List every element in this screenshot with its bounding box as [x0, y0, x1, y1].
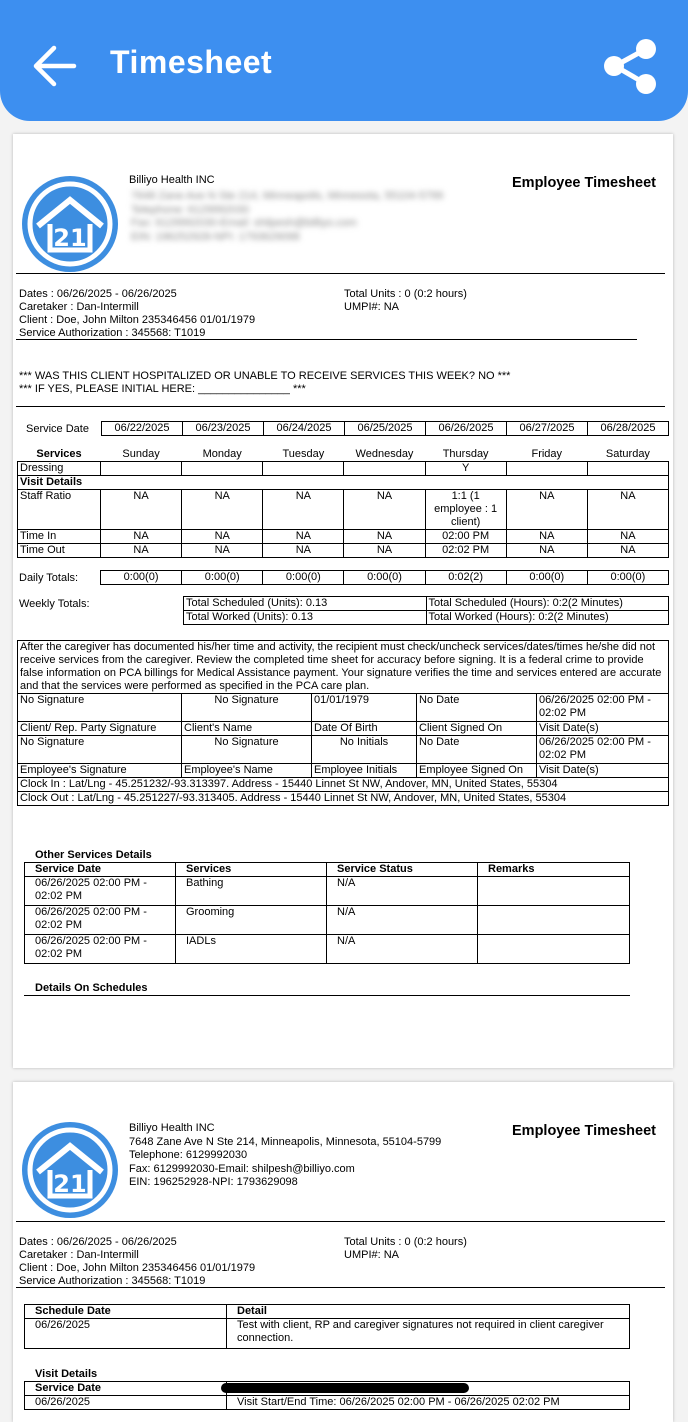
daily-total-cell: 0:00(0) [263, 571, 344, 585]
daily-total-cell: 0:00(0) [506, 571, 587, 585]
daily-total-cell: 0:00(0) [182, 571, 263, 585]
share-icon[interactable] [600, 36, 660, 98]
service-name-cell: IADLs [176, 935, 327, 964]
service-name-cell: Grooming [176, 906, 327, 935]
time-out-cell: NA [182, 544, 263, 558]
dob-value: 01/01/1979 [312, 694, 417, 722]
header-info-right [344, 1236, 467, 1262]
divider [16, 406, 665, 407]
signature-table [17, 640, 669, 806]
service-cell [344, 462, 425, 476]
visit-date-cell: 06/26/2025 [25, 1396, 227, 1410]
total-worked-units: Total Worked (Units): 0.13 [184, 611, 427, 625]
hospitalized-question [19, 370, 510, 396]
day-header: Friday [531, 448, 563, 460]
daily-total-cell: 0:00(0) [344, 571, 425, 585]
visit-details-label: Visit Details [18, 476, 669, 490]
divider [24, 995, 630, 996]
arrow-left-icon[interactable] [30, 44, 80, 88]
total-scheduled-hours: Total Scheduled (Hours): 0:2(2 Minutes) [426, 597, 669, 611]
header-info-right [344, 288, 467, 314]
schedule-table [24, 1304, 630, 1349]
client-text: Client : Doe, John Milton 235346456 01/01/1979 [19, 1262, 256, 1274]
services-header: Services [36, 448, 82, 460]
visit-details-title: Visit Details [35, 1368, 98, 1380]
divider [16, 339, 637, 340]
service-cell [182, 462, 263, 476]
employee-initials-label: Employee Initials [312, 764, 417, 778]
time-out-cell: NA [263, 544, 344, 558]
service-date-cell: 06/22/2025 [102, 422, 183, 436]
clock-in-text: Clock In : Lat/Lng - 45.251232/-93.313397. Address - 15440 Linnet St NW, Andover, MN, United States, 55304 [18, 778, 669, 792]
time-in-cell: NA [182, 530, 263, 544]
staff-ratio-cell: NA [263, 490, 344, 530]
divider [16, 1287, 665, 1288]
client-text: Client : Doe, John Milton 235346456 01/01/1979 [19, 314, 256, 326]
table-row [25, 1396, 630, 1410]
column-header: Remarks [478, 863, 630, 877]
employee-signed-on-label: Employee Signed On [417, 764, 537, 778]
remarks-cell [478, 935, 630, 964]
time-in-cell: NA [101, 530, 182, 544]
staff-ratio-cell: NA [506, 490, 587, 530]
dob-label: Date Of Birth [312, 722, 417, 736]
service-status-cell: N/A [327, 935, 478, 964]
redaction-bar [221, 1383, 469, 1393]
divider [16, 273, 665, 274]
visit-dates-label: Visit Date(s) [537, 722, 669, 736]
day-header: Sunday [122, 448, 160, 460]
day-header: Wednesday [355, 448, 414, 460]
employee-signature-label: Employee's Signature [18, 764, 182, 778]
other-services-table [24, 862, 630, 964]
column-header: Services [176, 863, 327, 877]
staff-ratio-cell: NA [182, 490, 263, 530]
client-name-value: No Signature [182, 694, 312, 722]
service-row-label: Dressing [18, 462, 101, 476]
details-schedules-title: Details On Schedules [35, 982, 148, 994]
client-signature-label: Client/ Rep. Party Signature [18, 722, 182, 736]
service-cell [587, 462, 668, 476]
employee-name-label: Employee's Name [182, 764, 312, 778]
company-logo [20, 1120, 120, 1220]
initial-text: *** IF YES, PLEASE INITIAL HERE: _______________ *** [19, 383, 306, 395]
table-row [25, 877, 630, 906]
employee-signature-value: No Signature [18, 736, 182, 764]
service-name-cell: Bathing [176, 877, 327, 906]
svg-text:21: 21 [53, 224, 87, 252]
staff-ratio-cell: 1:1 (1 employee : 1 client) [425, 490, 506, 530]
service-auth-text: Service Authorization : 345568: T1019 [19, 327, 206, 339]
daily-total-cell: 0:00(0) [101, 571, 182, 585]
company-address: 7648 Zane Ave N Ste 214, Minneapolis, Minnesota, 55104-5799 [129, 1135, 442, 1148]
caretaker-text: Caretaker : Dan-Intermill [19, 1249, 139, 1261]
column-header: Schedule Date [25, 1305, 227, 1319]
total-scheduled-units: Total Scheduled (Units): 0.13 [184, 597, 427, 611]
daily-total-cell: 0:02(2) [425, 571, 506, 585]
time-out-cell: NA [344, 544, 425, 558]
time-out-cell: NA [587, 544, 668, 558]
time-out-cell: 02:02 PM [425, 544, 506, 558]
visit-dates-value: 06/26/2025 02:00 PM - 02:02 PM [537, 736, 669, 764]
divider [16, 1221, 665, 1222]
page-title: Timesheet [110, 44, 273, 80]
document-title: Employee Timesheet [512, 1123, 656, 1139]
staff-ratio-cell: NA [587, 490, 668, 530]
service-cell [506, 462, 587, 476]
svg-text:21: 21 [53, 1170, 87, 1198]
client-signed-on-label: Client Signed On [417, 722, 537, 736]
service-date-cell: 06/25/2025 [345, 422, 426, 436]
table-row [25, 906, 630, 935]
weekly-totals-table [183, 596, 669, 625]
total-units-text: Total Units : 0 (0:2 hours) [344, 288, 467, 300]
clock-out-text: Clock Out : Lat/Lng - 45.251227/-93.313405. Address - 15440 Linnet St NW, Andover, MN, United States, 55304 [18, 792, 669, 806]
header-info-left [19, 288, 255, 340]
visit-time-cell: Visit Start/End Time: 06/26/2025 02:00 PM - 06/26/2025 02:02 PM [227, 1396, 630, 1410]
service-status-cell: N/A [327, 906, 478, 935]
total-worked-hours: Total Worked (Hours): 0:2(2 Minutes) [426, 611, 669, 625]
column-header: Detail [227, 1305, 630, 1319]
company-phone: Telephone: 6129992030 [129, 1149, 248, 1161]
daily-totals-table [100, 570, 669, 585]
remarks-cell [478, 906, 630, 935]
service-cell [263, 462, 344, 476]
daily-totals-label: Daily Totals: [19, 572, 79, 584]
employee-signed-on-value: No Date [417, 736, 537, 764]
day-header: Saturday [605, 448, 650, 460]
service-cell: Y [425, 462, 506, 476]
service-date-cell: 06/26/2025 02:00 PM - 02:02 PM [25, 877, 176, 906]
service-date-cell: 06/23/2025 [183, 422, 264, 436]
service-date-cell: 06/24/2025 [264, 422, 345, 436]
time-in-cell: NA [506, 530, 587, 544]
service-date-cell: 06/27/2025 [507, 422, 588, 436]
time-in-cell: NA [587, 530, 668, 544]
visit-dates-value: 06/26/2025 02:00 PM - 02:02 PM [537, 694, 669, 722]
other-services-title: Other Services Details [35, 849, 152, 861]
time-in-cell: NA [344, 530, 425, 544]
caretaker-text: Caretaker : Dan-Intermill [19, 301, 139, 313]
service-cell [101, 462, 182, 476]
column-header: Service Date [25, 1382, 227, 1396]
time-in-cell: NA [263, 530, 344, 544]
day-header: Thursday [442, 448, 489, 460]
umpi-text: UMPI#: NA [344, 301, 400, 313]
schedule-detail-cell: Test with client, RP and caregiver signatures not required in client caregiver connection. [227, 1319, 630, 1349]
service-date-cell: 06/28/2025 [588, 422, 669, 436]
dates-text: Dates : 06/26/2025 - 06/26/2025 [19, 288, 177, 300]
hospitalized-text: *** WAS THIS CLIENT HOSPITALIZED OR UNABLE TO RECEIVE SERVICES THIS WEEK? NO *** [19, 370, 511, 382]
total-units-text: Total Units : 0 (0:2 hours) [344, 1236, 467, 1248]
app-bar [0, 0, 688, 121]
dates-text: Dates : 06/26/2025 - 06/26/2025 [19, 1236, 177, 1248]
time-out-cell: NA [101, 544, 182, 558]
company-address-blurred: 7648 Zane Ave N Ste 214, Minneapolis, Minnesota, 55104-5799 Telephone: 6129992030 Fax: 6129992030-Email: shilpesh@billiyo.com EIN: 196252928-NPI: 1793629098 [131, 190, 444, 243]
time-out-label: Time Out [18, 544, 101, 558]
company-name: Billiyo Health INC [129, 1122, 215, 1134]
day-header: Tuesday [282, 448, 325, 460]
header-info-left [19, 1236, 255, 1288]
remarks-cell [478, 877, 630, 906]
visit-dates-label: Visit Date(s) [537, 764, 669, 778]
table-row [25, 1319, 630, 1349]
time-out-cell: NA [506, 544, 587, 558]
time-in-label: Time In [18, 530, 101, 544]
timesheet-page-2 [13, 1082, 673, 1422]
staff-ratio-cell: NA [101, 490, 182, 530]
client-name-label: Client's Name [182, 722, 312, 736]
company-block [129, 1122, 441, 1190]
service-dates-table [101, 421, 669, 436]
time-in-cell: 02:00 PM [425, 530, 506, 544]
service-date-label: Service Date [26, 423, 89, 435]
company-fax-email: Fax: 6129992030-Email: shilpesh@billiyo.com [129, 1162, 355, 1175]
daily-total-cell: 0:00(0) [587, 571, 668, 585]
staff-ratio-cell: NA [344, 490, 425, 530]
company-logo [20, 174, 120, 274]
service-status-cell: N/A [327, 877, 478, 906]
company-ein-npi: EIN: 196252928-NPI: 1793629098 [129, 1176, 298, 1188]
services-table [17, 448, 669, 558]
column-header: Service Date [25, 863, 176, 877]
employee-initials-value: No Initials [312, 736, 417, 764]
day-header: Monday [202, 448, 242, 460]
service-auth-text: Service Authorization : 345568: T1019 [19, 1275, 206, 1287]
umpi-text: UMPI#: NA [344, 1249, 400, 1261]
table-row [25, 935, 630, 964]
weekly-totals-label: Weekly Totals: [19, 598, 90, 610]
document-title: Employee Timesheet [512, 175, 656, 191]
client-signature-value: No Signature [18, 694, 182, 722]
timesheet-page-1 [13, 134, 673, 1068]
company-name: Billiyo Health INC [129, 174, 215, 186]
column-header: Service Status [327, 863, 478, 877]
service-date-cell: 06/26/2025 [426, 422, 507, 436]
schedule-date-cell: 06/26/2025 [25, 1319, 227, 1349]
service-date-cell: 06/26/2025 02:00 PM - 02:02 PM [25, 906, 176, 935]
staff-ratio-label: Staff Ratio [18, 490, 101, 530]
disclaimer-text: After the caregiver has documented his/her time and activity, the recipient must check/uncheck services/dates/times he/she did not receive services from the caregiver. Review the completed time sheet for accuracy before signing. It is a federal crime to provide false information on PCA billings for Medical Assistance payment. Your signature verifies the time and services entered are accurate and that the services were performed as specified in the PCA care plan. [18, 641, 669, 694]
client-signed-on-value: No Date [417, 694, 537, 722]
employee-name-value: No Signature [182, 736, 312, 764]
service-date-cell: 06/26/2025 02:00 PM - 02:02 PM [25, 935, 176, 964]
